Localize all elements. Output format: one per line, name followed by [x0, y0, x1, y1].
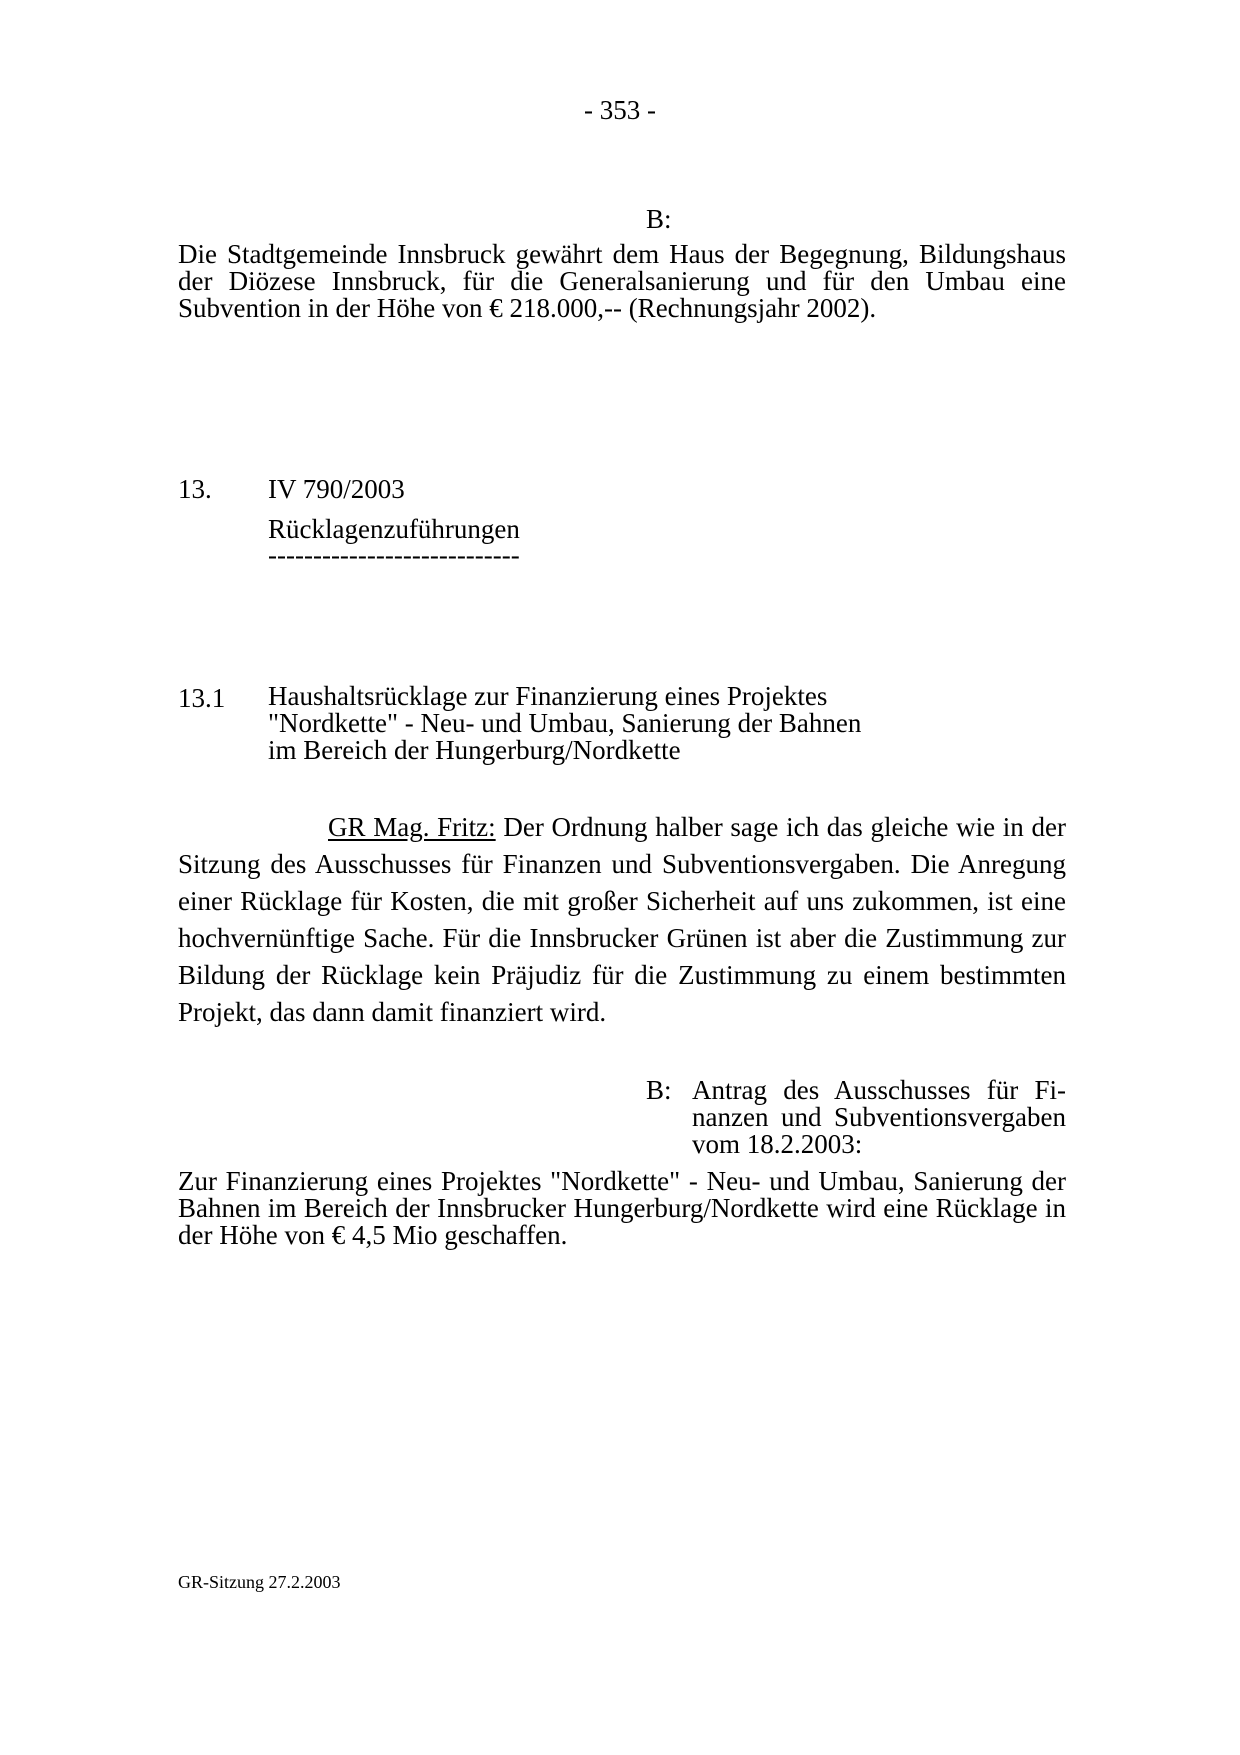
agenda-item-number: 13. — [178, 474, 212, 504]
sub-item-title-line: Haushaltsrücklage zur Finanzierung eines Projektes — [268, 681, 828, 711]
resolution-label: B: — [646, 204, 672, 234]
footer-session-date: GR-Sitzung 27.2.2003 — [178, 1572, 341, 1592]
resolution-label: B: — [646, 1075, 672, 1105]
resolution-text: Zur Finanzierung eines Projektes "Nordkette" - Neu- und Umbau, Sanierung der Bahnen im Bereich der Innsbrucker Hungerburg/Nordkette wird eine Rücklage in der Höhe von € 4,5 Mio geschaffen. — [178, 1166, 1066, 1250]
speech-paragraph — [178, 809, 1066, 1031]
resolution-text: Die Stadtgemeinde Innsbruck gewährt dem Haus der Begegnung, Bildungshaus der Diözese Innsbruck, für die Generalsanierung und für den Umbau eine Subvention in der Höhe von € 218.000,-- (Rechnungsjahr 2002). — [178, 239, 1066, 323]
speaker-name: GR Mag. Fritz: — [328, 812, 496, 842]
speech-text: Der Ordnung halber sage ich das gleiche wie in der Sitzung des Ausschusses für Finanzen und Subventionsvergaben. Die Anregung einer Rücklage für Kosten, die mit großer Sicherheit auf uns zukommen, ist eine hochvernünftige Sache. Für die Innsbrucker Grünen ist aber die Zustimmung zur Bildung der Rücklage kein Präjudiz für die Zustimmung zu einem bestimmten Projekt, das dann damit finanziert wird. — [178, 812, 1066, 1027]
agenda-item-reference: IV 790/2003 — [268, 474, 405, 504]
sub-item-title-line: im Bereich der Hungerburg/Nordkette — [268, 735, 681, 765]
sub-item-number: 13.1 — [178, 683, 226, 713]
sub-item-title — [268, 683, 1028, 764]
motion-source: Antrag des Ausschusses für Finanzen und Subventionsvergaben vom 18.2.2003: — [692, 1075, 1066, 1159]
agenda-item-title: Rücklagenzuführungen — [268, 514, 520, 544]
sub-item-title-line: "Nordkette" - Neu- und Umbau, Sanierung der Bahnen — [268, 708, 862, 738]
page-number: - 353 - — [584, 95, 656, 125]
title-underline-rule: ---------------------------- — [268, 540, 520, 570]
